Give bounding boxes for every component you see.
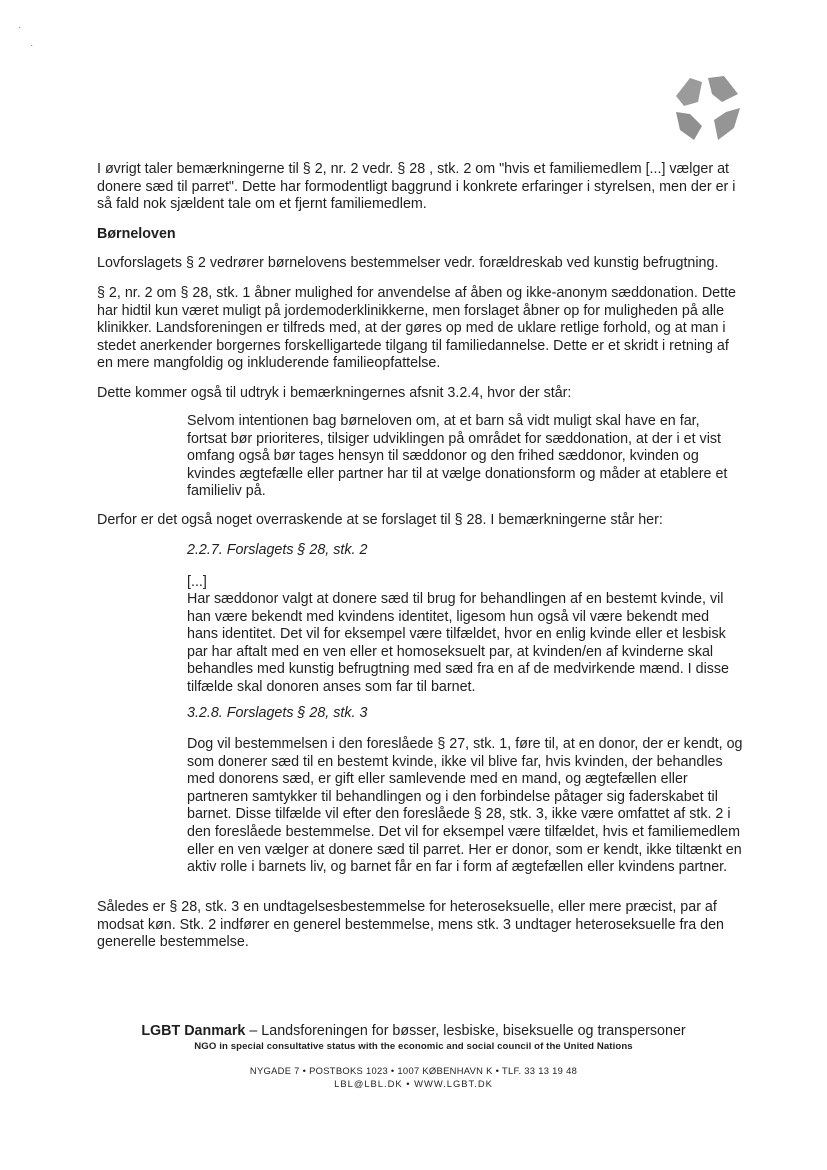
blockquote-3-2-4: Selvom intentionen bag børneloven om, at et barn så vidt muligt skal have en far, fortsat bør prioriteres, tilsiger udviklingen på området for sæddonation, at der i et vist omfang også bør tages hensyn til sæddonor og den frihed sæddonor, kvinden og kvindes ægtefælle eller partner har til at vælge donationsform og måder at etablere et familieliv på.	[187, 413, 728, 500]
paragraph-paragraf-2: § 2, nr. 2 om § 28, stk. 1 åbner mulighed for anvendelse af åben og ikke-anonym sæddonation. Dette har hidtil kun været muligt på jordemoderklinikkerne, men forslaget åbner op for muligheden på alle klinikker. Landsforeningen er tilfreds med, at der gøres op med de uklare retlige forhold, og at man i stedet anerkender borgernes forskelligartede tilgang til familiedannelse. Dette er et skridt i retning af en mere mangfoldig og inkluderende familieopfattelse.	[97, 285, 736, 372]
paragraph-lovforslag: Lovforslagets § 2 vedrører børnelovens bestemmelser vedr. forældreskab ved kunstig befrugtning.	[97, 255, 719, 271]
scan-mark: ·	[18, 22, 22, 33]
paragraph-text: I øvrigt taler bemærkningerne til § 2, nr. 2 vedr. § 28 , stk. 2 om "hvis et familiemedlem [...] vælger at donere sæd til parret". Dette har formodentligt baggrund i konkrete erfaringer i styrelsen, men der er i så fald nok sjældent tale om et fjernt familiemedlem.	[97, 161, 736, 213]
blockquote-2-2-7: Har sæddonor valgt at donere sæd til brug for behandlingen af en bestemt kvinde, vil han være bekendt med kvindens identitet, ligesom hun også vil være bekendt med hans identitet. Det vil for eksempel være tilfældet, hvor en enlig kvinde eller et lesbisk par har aftalt med en ven eller et homoseksuelt par, at kvinden/en af kvinderne skal behandles med kunstig befrugtning med sæd fra en af de medvirkende mænd. I disse tilfælde skal donoren anses som far til barnet.	[187, 591, 730, 695]
paragraph-conclusion: Således er § 28, stk. 3 en undtagelsesbestemmelse for heteroseksuelle, eller mere præcist, par af modsat køn. Stk. 2 indfører en generel bestemmelse, mens stk. 3 undtager heteroseksuelle fra den generelle bestemmelse.	[97, 899, 724, 951]
footer-ngo-status: NGO in special consultative status with the economic and social council of the United Nations	[194, 1041, 633, 1052]
paragraph-afsnit-intro: Dette kommer også til udtryk i bemærkningernes afsnit 3.2.4, hvor der står:	[97, 385, 572, 401]
footer-contact: LBL@LBL.DK • WWW.LGBT.DK	[334, 1078, 493, 1089]
blockquote-3-2-8: Dog vil bestemmelsen i den foreslåede § 27, stk. 1, føre til, at en donor, der er kendt, og som donerer sæd til en bestemt kvinde, ikke vil blive far, hvis kvinden, der behandles med donorens sæd, er gift eller samlevende med en mand, og ægtefællen eller partneren samtykker til behandlingen og i den forbindelse påtager sig faderskabet til barnet. Disse tilfælde vil efter den foreslåede § 28, stk. 3, ikke være omfattet af stk. 2 i den foreslåede bestemmelse. Det vil for eksempel være tilfældet, hvis et familiemedlem eller en ven vælger at donere sæd til parret. Her er donor, som er kendt, ikke tiltænkt en aktiv rolle i barnets liv, og barnet får en far i form af ægtefællen eller kvindens partner.	[187, 736, 743, 876]
blockquote-title-2-2-7: 2.2.7. Forslagets § 28, stk. 2	[187, 542, 368, 558]
footer-org-name: LGBT Danmark	[141, 1023, 246, 1039]
footer-org-desc: – Landsforeningen for bøsser, lesbiske, biseksuelle og transpersoner	[245, 1023, 686, 1039]
footer-address: NYGADE 7 • POSTBOKS 1023 • 1007 KØBENHAVN K • TLF. 33 13 19 48	[249, 1065, 578, 1076]
section-heading: Børneloven	[97, 226, 176, 242]
scan-mark: ·	[30, 40, 34, 51]
paragraph-derfor: Derfor er det også noget overraskende at se forslaget til § 28. I bemærkningerne står her:	[97, 512, 663, 528]
blockquote-ellipsis: [...]	[187, 574, 207, 590]
paragraph-intro	[97, 161, 745, 214]
footer-org-line	[60, 1023, 767, 1039]
lgbt-circle-logo-icon	[668, 72, 744, 144]
blockquote-title-3-2-8: 3.2.8. Forslagets § 28, stk. 3	[187, 705, 368, 721]
